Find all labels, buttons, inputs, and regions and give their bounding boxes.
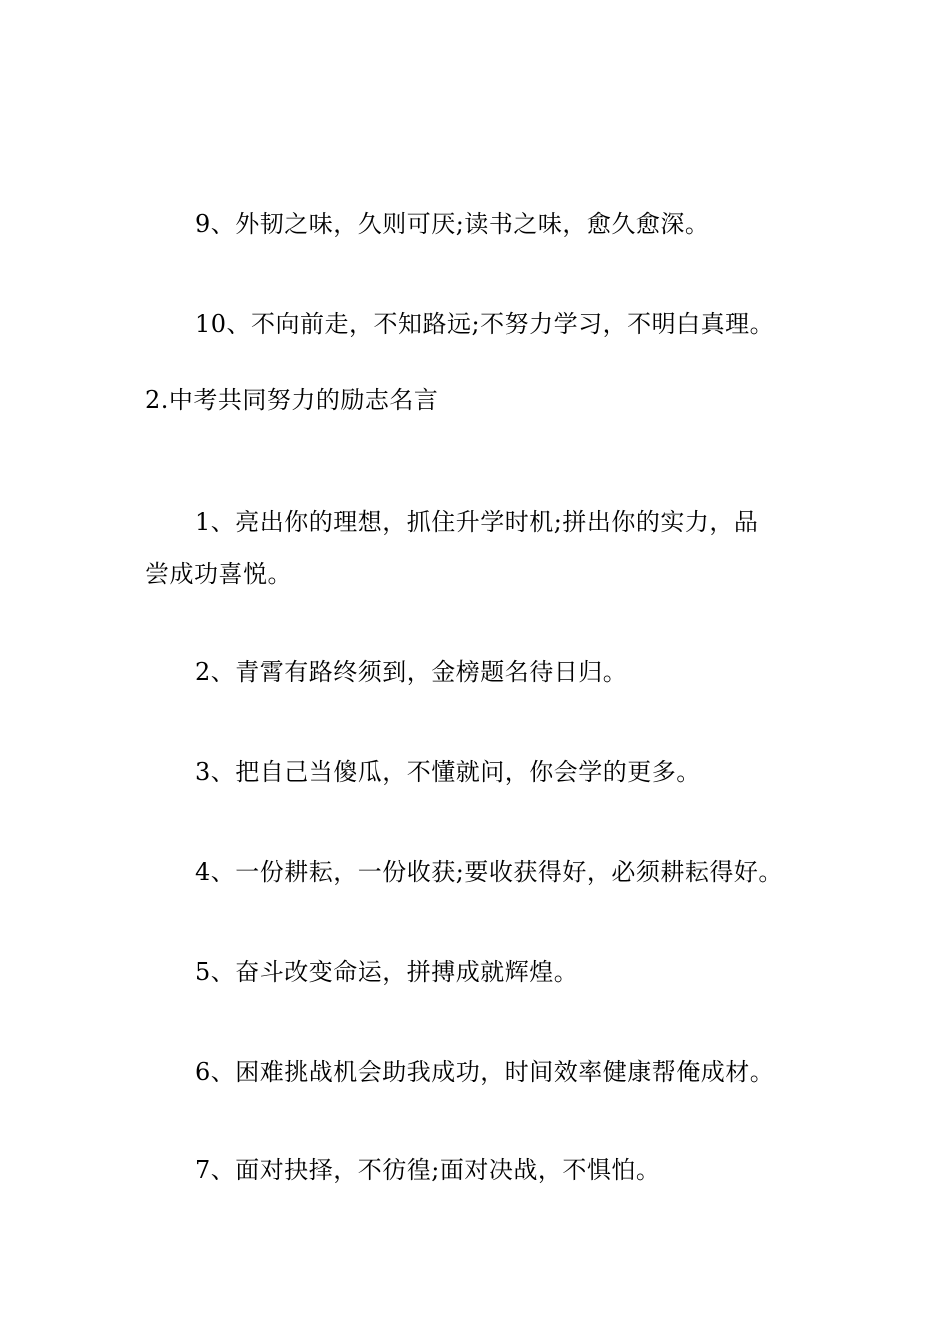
quote-item-9: 9、外韧之味，久则可厌;读书之味，愈久愈深。 (195, 210, 710, 238)
quote-item-6: 6、困难挑战机会助我成功，时间效率健康帮俺成材。 (195, 1058, 775, 1086)
quote-item-1-line2: 尝成功喜悦。 (145, 560, 292, 588)
section-heading: 2.中考共同努力的励志名言 (145, 386, 439, 414)
quote-item-4: 4、一份耕耘，一份收获;要收获得好，必须耕耘得好。 (195, 858, 783, 886)
quote-item-1-line1: 1、亮出你的理想，抓住升学时机;拼出你的实力，品 (195, 508, 759, 536)
quote-item-3: 3、把自己当傻瓜，不懂就问，你会学的更多。 (195, 758, 701, 786)
quote-item-5: 5、奋斗改变命运，拼搏成就辉煌。 (195, 958, 579, 986)
quote-item-2: 2、青霄有路终须到，金榜题名待日归。 (195, 658, 628, 686)
quote-item-10: 10、不向前走，不知路远;不努力学习，不明白真理。 (195, 310, 775, 338)
quote-item-7: 7、面对抉择，不彷徨;面对决战，不惧怕。 (195, 1156, 661, 1184)
